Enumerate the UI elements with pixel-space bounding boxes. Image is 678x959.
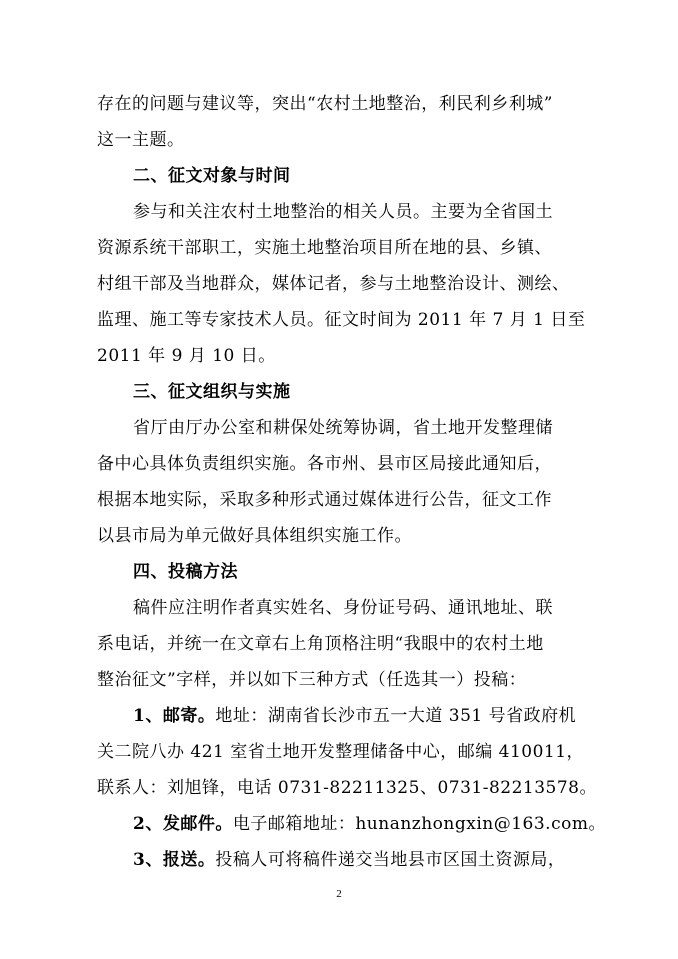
section-heading <box>97 554 583 590</box>
page-number: 2 <box>336 888 342 900</box>
method-item-mail <box>97 698 583 734</box>
line-text: 稿件应注明作者真实姓名、身份证号码、通讯地址、联 <box>133 598 553 618</box>
line-text: 地址：湖南省长沙市五一大道 351 号省政府机 <box>215 706 577 726</box>
line-text: 电子邮箱地址：hunanzhongxin@163.com。 <box>232 814 606 834</box>
paragraph-line <box>97 230 583 266</box>
method-lead: 2、发邮件。 <box>133 814 233 834</box>
line-text: 2011 年 9 月 10 日。 <box>97 346 276 366</box>
line-text: 投稿人可将稿件递交当地县市区国土资源局， <box>215 850 566 870</box>
method-lead: 3、报送。 <box>133 850 216 870</box>
heading-text: 二、征文对象与时间 <box>133 166 291 186</box>
line-text: 系电话，并统一在文章右上角顶格注明“我眼中的农村土地 <box>97 634 544 654</box>
line-text: 这一主题。 <box>97 130 185 150</box>
heading-text: 四、投稿方法 <box>133 562 238 582</box>
paragraph-line <box>97 266 583 302</box>
method-item-email <box>97 806 606 842</box>
body-text <box>97 86 606 878</box>
paragraph-line <box>97 338 583 374</box>
line-text: 关二院八办 421 室省土地开发整理储备中心，邮编 410011， <box>97 742 585 762</box>
line-text: 联系人：刘旭锋，电话 0731-82211325、0731-82213578。 <box>97 778 597 798</box>
paragraph-line <box>97 302 586 338</box>
paragraph-line <box>97 410 583 446</box>
paragraph-line <box>97 590 583 626</box>
paragraph-line <box>97 446 583 482</box>
method-item-delivery <box>97 842 583 878</box>
paragraph-line <box>97 662 583 698</box>
line-text: 省厅由厅办公室和耕保处统筹协调，省土地开发整理储 <box>133 418 553 438</box>
paragraph-line <box>97 518 583 554</box>
line-text: 根据本地实际，采取多种形式通过媒体进行公告，征文工作 <box>97 490 552 510</box>
paragraph-line <box>97 770 597 806</box>
paragraph-line <box>97 626 583 662</box>
method-lead: 1、邮寄。 <box>133 706 216 726</box>
paragraph-line <box>97 86 583 122</box>
line-text: 监理、施工等专家技术人员。征文时间为 2011 年 7 月 1 日至 <box>97 310 586 330</box>
heading-text: 三、征文组织与实施 <box>133 382 291 402</box>
line-text: 参与和关注农村土地整治的相关人员。主要为全省国土 <box>133 202 553 222</box>
line-text: 以县市局为单元做好具体组织实施工作。 <box>97 526 412 546</box>
section-heading <box>97 158 583 194</box>
line-text: 整治征文”字样，并以如下三种方式（任选其一）投稿： <box>97 670 527 690</box>
paragraph-line <box>97 482 583 518</box>
section-heading <box>97 374 583 410</box>
line-text: 资源系统干部职工，实施土地整治项目所在地的县、乡镇、 <box>97 238 552 258</box>
line-text: 备中心具体负责组织实施。各市州、县市区局接此通知后， <box>97 454 552 474</box>
paragraph-line <box>97 734 583 770</box>
paragraph-line <box>97 194 583 230</box>
paragraph-line <box>97 122 583 158</box>
line-text: 村组干部及当地群众，媒体记者，参与土地整治设计、测绘、 <box>97 274 570 294</box>
line-text: 存在的问题与建议等，突出“农村土地整治，利民利乡利城” <box>97 94 553 114</box>
